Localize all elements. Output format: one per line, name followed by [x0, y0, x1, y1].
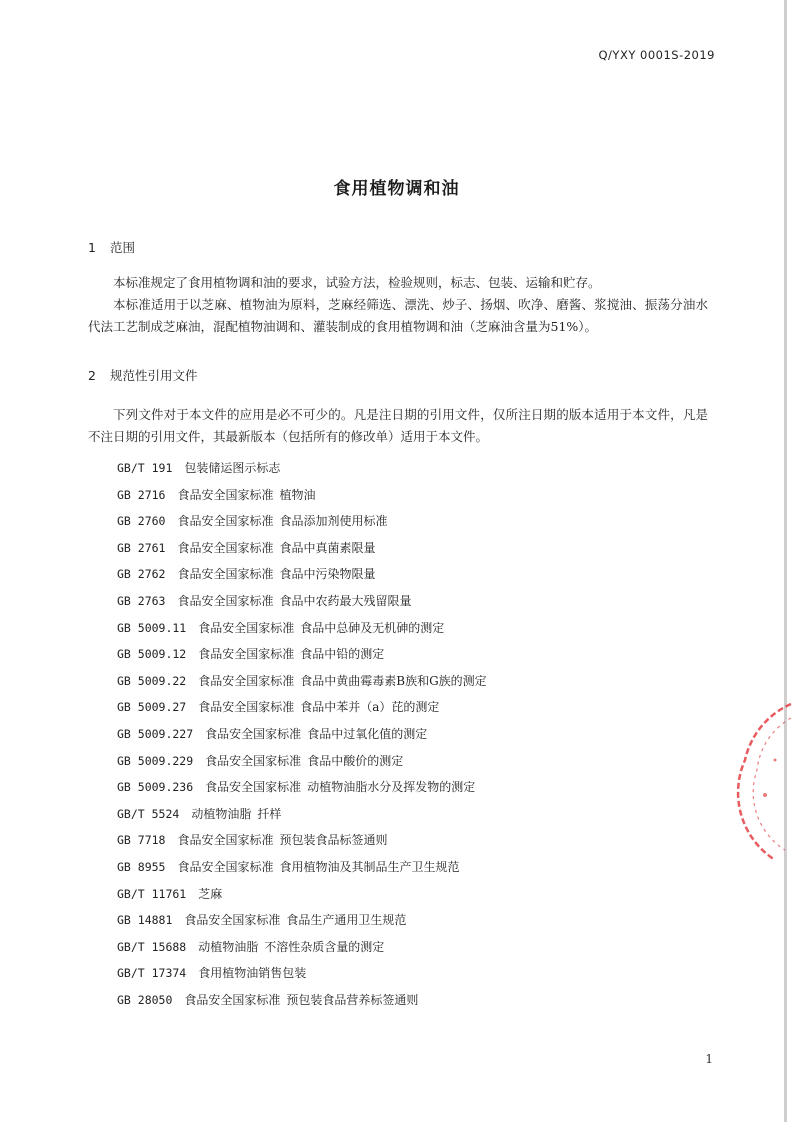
reference-subtitle: 食品中黄曲霉毒素B族和G族的测定	[300, 673, 487, 688]
reference-item	[117, 564, 487, 591]
reference-item	[117, 857, 487, 884]
reference-subtitle: 食品中酸价的测定	[307, 753, 404, 768]
reference-subtitle: 预包装食品标签通则	[279, 833, 388, 848]
reference-item	[117, 511, 487, 538]
reference-code: GB 2761	[117, 540, 166, 555]
reference-item	[117, 458, 487, 485]
reference-title: 食品安全国家标准	[177, 859, 274, 874]
reference-title: 食品安全国家标准	[184, 992, 281, 1007]
reference-subtitle: 植物油	[279, 487, 316, 502]
reference-title: 包装储运图示标志	[184, 461, 281, 475]
reference-code: GB/T 15688	[117, 939, 187, 954]
reference-code: GB 5009.12	[117, 647, 187, 662]
document-title: 食用植物调和油	[333, 179, 460, 199]
reference-code: GB 7718	[117, 833, 166, 848]
reference-title: 食品安全国家标准	[198, 700, 295, 715]
reference-subtitle: 动植物油脂水分及挥发物的测定	[307, 780, 476, 795]
reference-subtitle: 食品中真菌素限量	[279, 540, 376, 555]
reference-item	[117, 990, 487, 1017]
reference-code: GB 5009.27	[117, 700, 187, 715]
reference-code: GB 5009.227	[117, 726, 194, 741]
reference-item	[117, 538, 487, 565]
reference-item	[117, 830, 487, 857]
reference-title: 食品安全国家标准	[184, 913, 281, 928]
reference-code: GB/T 11761	[117, 886, 187, 901]
reference-title: 食用植物油销售包装	[198, 966, 307, 981]
reference-code: GB 5009.236	[117, 780, 194, 795]
reference-item	[117, 618, 487, 645]
document-code: Q/YXY 0001S-2019	[598, 48, 715, 62]
reference-item	[117, 910, 487, 937]
reference-item	[117, 804, 487, 831]
reference-code: GB 5009.22	[117, 673, 187, 688]
reference-title: 食品安全国家标准	[198, 647, 295, 662]
reference-code: GB 14881	[117, 913, 173, 928]
scan-edge-line	[784, 0, 787, 1122]
reference-item	[117, 937, 487, 964]
reference-item	[117, 644, 487, 671]
reference-item	[117, 963, 487, 990]
references-intro-paragraph: 下列文件对于本文件的应用是必不可少的。凡是注日期的引用文件，仅所注日期的版本适用于本文件，凡是不注日期的引用文件，其最新版本（包括所有的修改单）适用于本文件。	[88, 407, 708, 444]
reference-item	[117, 697, 487, 724]
reference-subtitle: 食品中污染物限量	[279, 567, 376, 582]
reference-code: GB 8955	[117, 859, 166, 874]
reference-subtitle: 预包装食品营养标签通则	[286, 992, 419, 1007]
reference-subtitle: 食品添加剂使用标准	[279, 514, 388, 529]
reference-code: GB 2760	[117, 514, 166, 529]
reference-subtitle: 食品中总砷及无机砷的测定	[300, 620, 445, 635]
reference-item	[117, 591, 487, 618]
reference-title: 食品安全国家标准	[205, 780, 302, 795]
reference-code: GB 2716	[117, 487, 166, 502]
section-number: 1	[88, 240, 96, 255]
reference-item	[117, 884, 487, 911]
reference-title: 动植物油脂	[198, 939, 259, 954]
reference-code: GB/T 191	[117, 461, 173, 475]
section-title: 范围	[110, 240, 136, 255]
reference-code: GB/T 5524	[117, 806, 180, 821]
reference-item	[117, 724, 487, 751]
section-title: 规范性引用文件	[110, 368, 198, 383]
reference-code: GB 5009.229	[117, 753, 194, 768]
section-heading-scope	[88, 238, 135, 256]
reference-item	[117, 671, 487, 698]
reference-subtitle: 食品中铅的测定	[300, 647, 385, 662]
reference-subtitle: 食品中农药最大残留限量	[279, 593, 412, 608]
reference-title: 食品安全国家标准	[198, 673, 295, 688]
reference-title: 食品安全国家标准	[205, 753, 302, 768]
reference-title: 动植物油脂	[191, 806, 252, 821]
reference-item	[117, 751, 487, 778]
scope-paragraph-2: 本标准适用于以芝麻、植物油为原料，芝麻经筛选、漂洗、炒子、扬烟、吹净、磨酱、浆搅油、振荡分油水代法工艺制成芝麻油，混配植物油调和、灌装制成的食用植物调和油（芝麻油含量为51%）。	[88, 297, 708, 334]
reference-subtitle: 食品中苯并（a）芘的测定	[300, 700, 440, 715]
page-number: 1	[705, 1052, 713, 1066]
scope-paragraph-1: 本标准规定了食用植物调和油的要求，试验方法，检验规则，标志、包装、运输和贮存。	[113, 275, 601, 290]
reference-subtitle: 不溶性杂质含量的测定	[264, 939, 385, 954]
section-heading-normative-references	[88, 366, 198, 384]
reference-code: GB 2763	[117, 593, 166, 608]
reference-subtitle: 食用植物油及其制品生产卫生规范	[279, 859, 460, 874]
reference-title: 食品安全国家标准	[177, 593, 274, 608]
reference-title: 食品安全国家标准	[177, 833, 274, 848]
reference-code: GB 28050	[117, 992, 173, 1007]
red-seal-stamp	[735, 700, 793, 870]
section-number: 2	[88, 368, 96, 383]
reference-title: 食品安全国家标准	[177, 514, 274, 529]
reference-title: 食品安全国家标准	[177, 540, 274, 555]
reference-title: 食品安全国家标准	[177, 567, 274, 582]
reference-subtitle: 扦样	[257, 806, 282, 821]
reference-item	[117, 777, 487, 804]
reference-code: GB 2762	[117, 567, 166, 582]
reference-item	[117, 485, 487, 512]
reference-subtitle: 食品中过氧化值的测定	[307, 726, 428, 741]
reference-list	[117, 458, 487, 1016]
reference-code: GB 5009.11	[117, 620, 187, 635]
reference-title: 芝麻	[198, 886, 223, 901]
reference-subtitle: 食品生产通用卫生规范	[286, 913, 407, 928]
reference-title: 食品安全国家标准	[205, 726, 302, 741]
reference-title: 食品安全国家标准	[177, 487, 274, 502]
reference-code: GB/T 17374	[117, 966, 187, 981]
reference-title: 食品安全国家标准	[198, 620, 295, 635]
